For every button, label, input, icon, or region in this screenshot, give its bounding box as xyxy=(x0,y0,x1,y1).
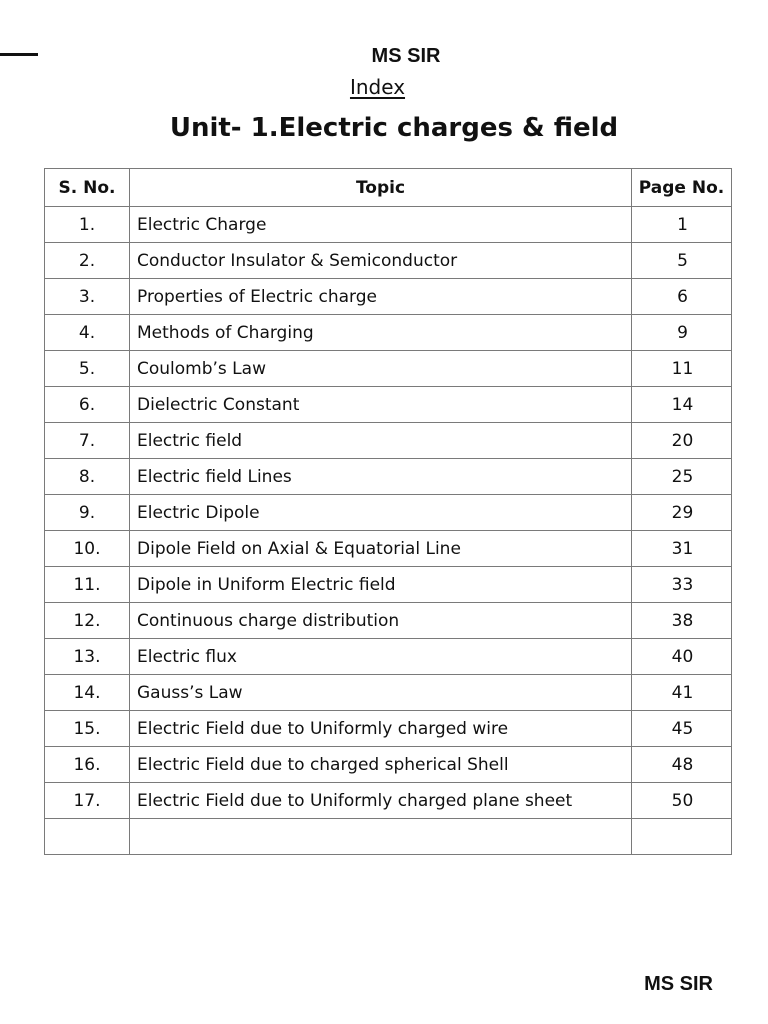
table-row xyxy=(45,783,732,819)
row-serial-number: 12. xyxy=(45,603,130,639)
row-page-number: 45 xyxy=(632,711,732,747)
row-page-number: 20 xyxy=(632,423,732,459)
row-page-number: 40 xyxy=(632,639,732,675)
table-row xyxy=(45,243,732,279)
row-page-number: 38 xyxy=(632,603,732,639)
column-header-topic: Topic xyxy=(130,169,632,207)
unit-title: Unit- 1.Electric charges & field xyxy=(169,113,619,143)
row-topic: Electric flux xyxy=(130,639,632,675)
row-page-number: 6 xyxy=(632,279,732,315)
row-topic: Dipole Field on Axial & Equatorial Line xyxy=(130,531,632,567)
row-serial-number: 8. xyxy=(45,459,130,495)
table-row xyxy=(45,675,732,711)
table-row xyxy=(45,603,732,639)
row-topic: Conductor Insulator & Semiconductor xyxy=(130,243,632,279)
row-topic: Electric Field due to charged spherical Shell xyxy=(130,747,632,783)
column-header-page: Page No. xyxy=(632,169,732,207)
index-table xyxy=(44,168,732,855)
table-row xyxy=(45,351,732,387)
row-serial-number: 5. xyxy=(45,351,130,387)
row-page-number: 11 xyxy=(632,351,732,387)
table-row xyxy=(45,315,732,351)
author-header: MS SIR xyxy=(371,45,441,67)
table-row xyxy=(45,279,732,315)
row-serial-number: 11. xyxy=(45,567,130,603)
row-serial-number xyxy=(45,819,130,855)
table-row xyxy=(45,567,732,603)
row-page-number: 14 xyxy=(632,387,732,423)
row-page-number xyxy=(632,819,732,855)
table-row xyxy=(45,531,732,567)
row-page-number: 9 xyxy=(632,315,732,351)
row-serial-number: 13. xyxy=(45,639,130,675)
table-body xyxy=(45,207,732,855)
table-row xyxy=(45,459,732,495)
row-topic: Methods of Charging xyxy=(130,315,632,351)
table-row xyxy=(45,495,732,531)
row-page-number: 50 xyxy=(632,783,732,819)
table-header-row xyxy=(45,169,732,207)
row-page-number: 25 xyxy=(632,459,732,495)
row-serial-number: 2. xyxy=(45,243,130,279)
row-topic: Coulomb’s Law xyxy=(130,351,632,387)
table-row xyxy=(45,387,732,423)
row-topic: Electric Charge xyxy=(130,207,632,243)
row-topic: Continuous charge distribution xyxy=(130,603,632,639)
row-page-number: 29 xyxy=(632,495,732,531)
row-topic: Dipole in Uniform Electric field xyxy=(130,567,632,603)
row-page-number: 5 xyxy=(632,243,732,279)
row-topic: Electric Field due to Uniformly charged wire xyxy=(130,711,632,747)
row-serial-number: 7. xyxy=(45,423,130,459)
row-topic: Gauss’s Law xyxy=(130,675,632,711)
row-page-number: 1 xyxy=(632,207,732,243)
row-topic: Electric Dipole xyxy=(130,495,632,531)
column-header-sno: S. No. xyxy=(45,169,130,207)
table-row xyxy=(45,819,732,855)
row-serial-number: 10. xyxy=(45,531,130,567)
author-footer: MS SIR xyxy=(644,973,713,995)
row-page-number: 31 xyxy=(632,531,732,567)
row-serial-number: 3. xyxy=(45,279,130,315)
row-serial-number: 6. xyxy=(45,387,130,423)
table-row xyxy=(45,207,732,243)
row-serial-number: 15. xyxy=(45,711,130,747)
row-serial-number: 1. xyxy=(45,207,130,243)
row-page-number: 33 xyxy=(632,567,732,603)
row-page-number: 48 xyxy=(632,747,732,783)
row-topic: Dielectric Constant xyxy=(130,387,632,423)
table-row xyxy=(45,423,732,459)
table-row xyxy=(45,711,732,747)
row-page-number: 41 xyxy=(632,675,732,711)
row-serial-number: 9. xyxy=(45,495,130,531)
table-row xyxy=(45,747,732,783)
row-topic: Electric field xyxy=(130,423,632,459)
index-heading: Index xyxy=(349,75,406,99)
row-serial-number: 17. xyxy=(45,783,130,819)
row-serial-number: 14. xyxy=(45,675,130,711)
row-topic: Electric field Lines xyxy=(130,459,632,495)
row-serial-number: 16. xyxy=(45,747,130,783)
row-topic: Properties of Electric charge xyxy=(130,279,632,315)
row-serial-number: 4. xyxy=(45,315,130,351)
table-row xyxy=(45,639,732,675)
row-topic xyxy=(130,819,632,855)
row-topic: Electric Field due to Uniformly charged plane sheet xyxy=(130,783,632,819)
